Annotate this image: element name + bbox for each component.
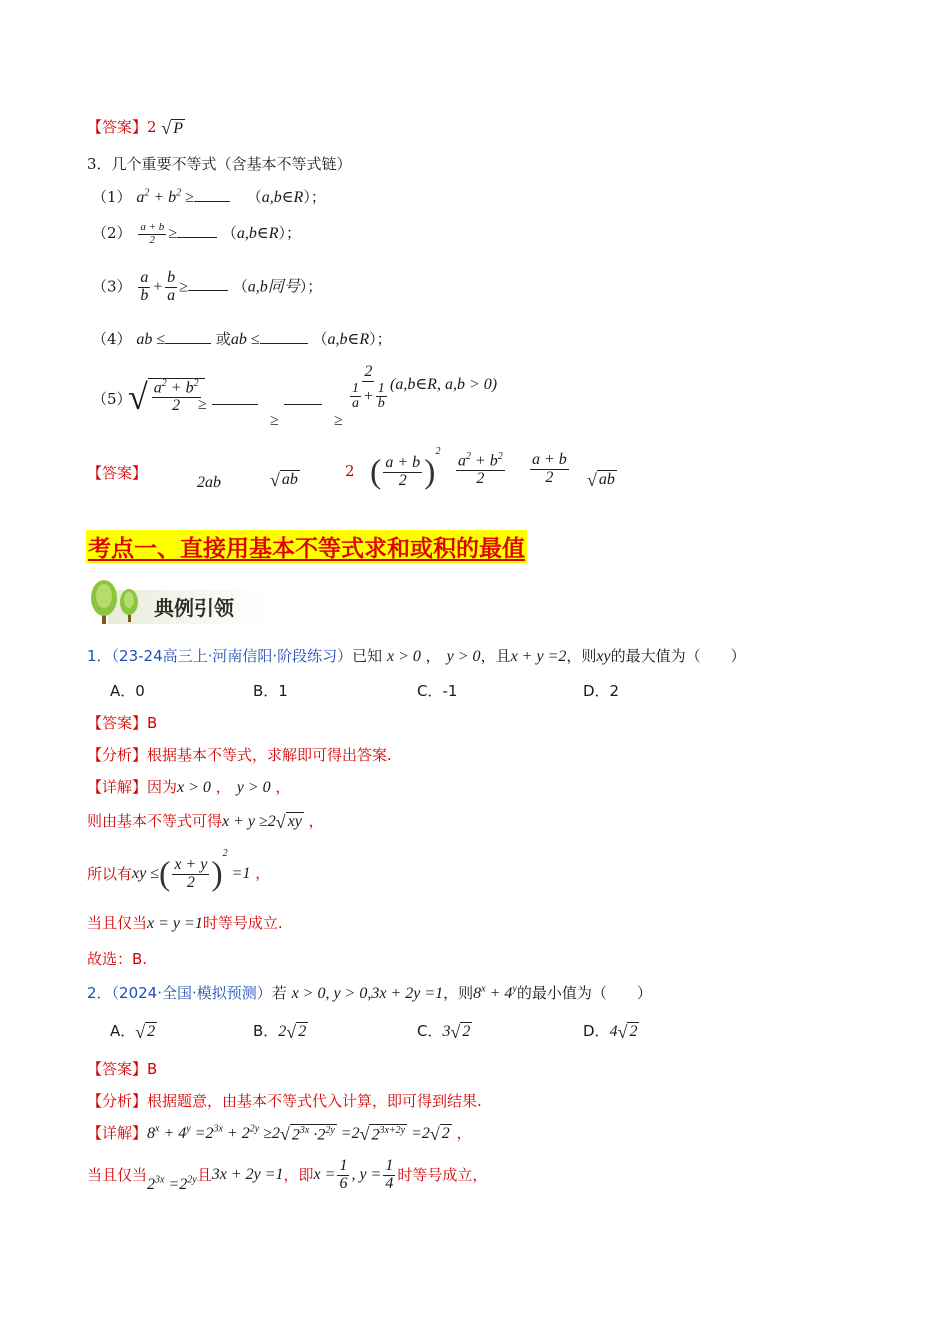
ineq-4: （4） ab ≤ 或ab ≤ （a,b∈R）； (92, 330, 392, 348)
q2-option-d[interactable]: D．4 √ 2 (583, 1021, 638, 1042)
q1-line2: 所以有xy ≤( $\frac{x + y}{2}$ )$^2$ =1 ， (87, 848, 271, 893)
q2-option-c[interactable]: C．3 √ 2 (417, 1021, 471, 1042)
q2-stem: 2．（2024·全国·模拟预测）若 x > 0, y > 0,3x + 2y =1，则$8^x + 4^y$的最小值为（ ） (87, 983, 652, 1002)
answer-top (87, 116, 185, 137)
ineq-2: （2） $\frac{a + b}{2}$ ≥ （a,b∈R）； (92, 221, 301, 246)
answer-block-a6: $\frac{a + b}{2}$ (532, 451, 567, 486)
q1-detail: 【详解】因为x > 0 ， y > 0 ， (87, 778, 291, 796)
q2-line: 当且仅当$2^{3x} =2^{2y}$且3x + 2y =1，即x = $\frac{1}{6}$ , y = $\frac{1}{4}$ 时等号成立， (87, 1157, 488, 1193)
answer-block-a2: √ ab (270, 469, 298, 490)
q1-stem: 1．（23-24高三上·河南信阳·阶段练习）已知 x > 0 ， y > 0，且x + y =2，则xy的最大值为（ ） (87, 647, 746, 665)
q1-option-b[interactable]: B．1 (253, 682, 288, 700)
ineq-3: （3） $\frac{a}{b}$ + $\frac{b}{a}$ ≥ （a,b同号）； (92, 269, 323, 304)
answer-block-a7: √ ab (587, 469, 615, 490)
answer-block-a3: 2 (345, 462, 355, 480)
section3-title: 3．几个重要不等式（含基本不等式链） (87, 155, 352, 173)
section-heading: 考点一、直接用基本不等式求和或积的最值 (86, 530, 527, 563)
q1-option-a[interactable]: A．0 (110, 682, 145, 700)
q1-final: 故选：B. (87, 950, 148, 968)
q1-option-c[interactable]: C．-1 (417, 682, 458, 700)
banner-text: 典例引领 (154, 596, 234, 620)
answer-value: 2 (147, 118, 157, 136)
q2-answer: 【答案】B (87, 1060, 158, 1078)
answer-block-a5: $\frac{a^2 + b^2}{2}$ (458, 451, 503, 488)
sqrt-p: √ P (161, 118, 184, 139)
q1-line3: 当且仅当x = y =1时等号成立. (87, 914, 283, 932)
banner (88, 576, 268, 626)
answer-label: 【答案】 (87, 118, 148, 136)
answer-block-label: 【答案】 (87, 464, 148, 482)
q1-option-d[interactable]: D．2 (583, 682, 620, 700)
q1-line1: 则由基本不等式可得x + y ≥2 √ xy ， (87, 811, 324, 832)
answer-block-a1: 2ab (197, 474, 221, 491)
q1-analysis: 【分析】根据基本不等式，求解即可得出答案. (87, 746, 392, 764)
q2-detail: 【详解】$8^x + 4^y =2^{3x} + 2^{2y} \ge 2$ √ $2^{3x} \cdot 2^{2y}$ =2 √ $2^{3x+2y}$ =2 √ 2 ， (87, 1123, 472, 1145)
answer-block-a4: ( $\frac{a + b}{2}$ )$^2$ (370, 446, 441, 491)
q2-option-a[interactable]: A． √ 2 (110, 1021, 156, 1042)
q1-answer: 【答案】B (87, 714, 158, 732)
q2-option-b[interactable]: B．2 √ 2 (253, 1021, 307, 1042)
ineq-1: （1） $a^2 + b^2$ ≥ （a,b∈R）； (92, 187, 326, 206)
q2-analysis: 【分析】根据题意，由基本不等式代入计算，即可得到结果. (87, 1092, 482, 1110)
